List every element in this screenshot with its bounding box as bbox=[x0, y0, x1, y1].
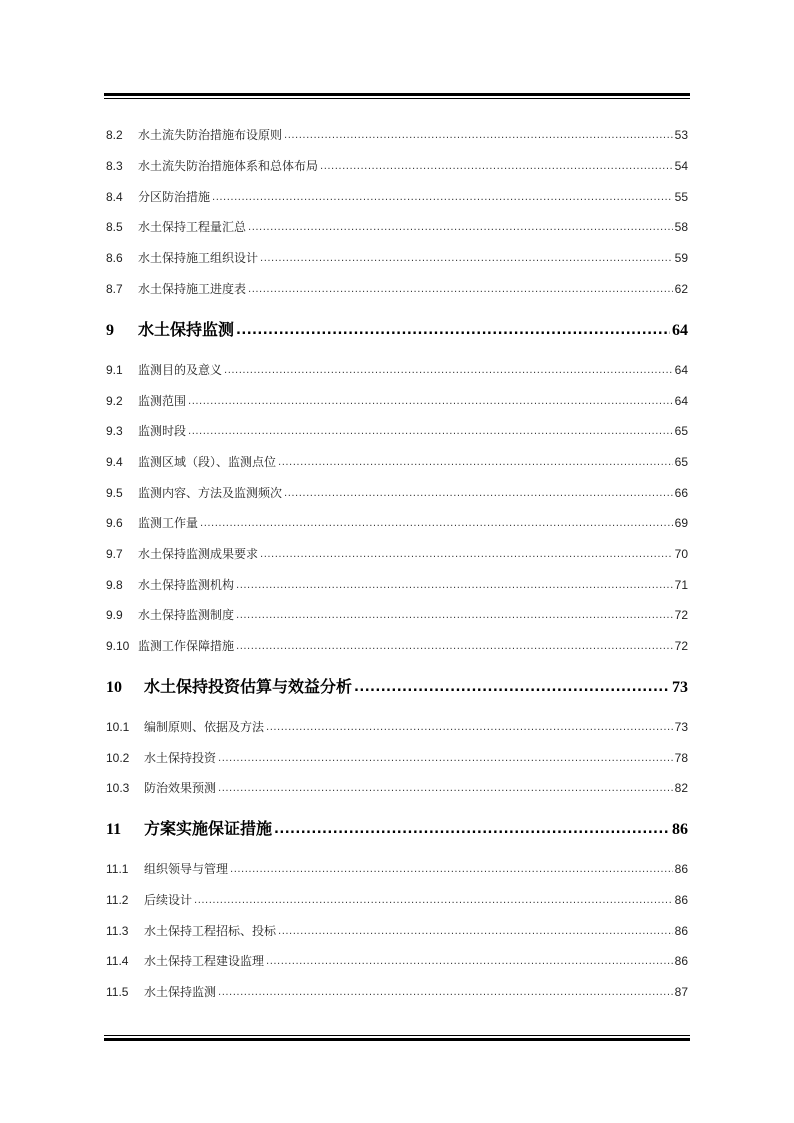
dot-leader bbox=[278, 457, 673, 468]
toc-page-number: 71 bbox=[674, 578, 688, 592]
toc-number: 8.6 bbox=[106, 251, 123, 265]
toc-page-number: 64 bbox=[674, 363, 688, 377]
toc-entry[interactable] bbox=[106, 779, 688, 796]
toc-title: 水土流失防治措施体系和总体布局 bbox=[138, 159, 319, 173]
toc-title: 水土流失防治措施布设原则 bbox=[138, 128, 283, 142]
toc-number: 9.4 bbox=[106, 455, 123, 469]
toc-page-number: 64 bbox=[672, 322, 688, 339]
toc-title: 编制原则、依据及方法 bbox=[144, 720, 265, 734]
toc-page-number: 86 bbox=[674, 924, 688, 938]
toc-number: 8.3 bbox=[106, 159, 123, 173]
toc-entry[interactable] bbox=[106, 545, 688, 562]
dot-leader bbox=[248, 222, 673, 233]
dot-leader bbox=[236, 580, 673, 591]
toc-title: 水土保持监测成果要求 bbox=[138, 547, 259, 561]
toc-number: 11.3 bbox=[106, 924, 129, 938]
toc-entry[interactable] bbox=[106, 952, 688, 969]
toc-entry[interactable] bbox=[106, 718, 688, 735]
toc-page-number: 78 bbox=[674, 751, 688, 765]
toc-entry[interactable] bbox=[106, 891, 688, 908]
toc-number: 11.5 bbox=[106, 985, 129, 999]
dot-leader bbox=[200, 518, 673, 529]
toc-entry[interactable] bbox=[106, 392, 688, 409]
toc-entry[interactable] bbox=[106, 157, 688, 174]
toc-entry[interactable] bbox=[106, 576, 688, 593]
toc-number: 8.4 bbox=[106, 190, 123, 204]
dot-leader bbox=[194, 895, 673, 906]
toc-number: 11.1 bbox=[106, 862, 129, 876]
toc-entry[interactable] bbox=[106, 218, 688, 235]
toc-title: 水土保持工程建设监理 bbox=[144, 954, 265, 968]
toc-entry[interactable] bbox=[106, 361, 688, 378]
dot-leader bbox=[212, 192, 673, 203]
toc-page-number: 66 bbox=[674, 486, 688, 500]
dot-leader bbox=[230, 864, 673, 875]
toc-title: 水土保持监测机构 bbox=[138, 578, 235, 592]
toc-number: 8.7 bbox=[106, 282, 123, 296]
toc-number: 9.2 bbox=[106, 394, 123, 408]
toc-title: 监测区域（段）、监测点位 bbox=[138, 455, 277, 469]
toc-number: 10.1 bbox=[106, 720, 130, 734]
toc-entry[interactable] bbox=[106, 484, 688, 501]
toc-title: 监测时段 bbox=[138, 424, 187, 438]
toc-page-number: 65 bbox=[674, 455, 688, 469]
toc-page-number: 72 bbox=[674, 639, 688, 653]
toc-number: 8.2 bbox=[106, 128, 123, 142]
toc-title: 组织领导与管理 bbox=[144, 862, 229, 876]
toc-chapter-entry[interactable] bbox=[106, 317, 688, 340]
dot-leader bbox=[218, 753, 673, 764]
toc-chapter-entry[interactable] bbox=[106, 674, 688, 697]
toc-page-number: 82 bbox=[674, 781, 688, 795]
dot-leader bbox=[284, 130, 673, 141]
toc-number: 9.10 bbox=[106, 639, 130, 653]
toc-page-number: 64 bbox=[674, 394, 688, 408]
toc-entry[interactable] bbox=[106, 514, 688, 531]
toc-title: 水土保持施工进度表 bbox=[138, 282, 247, 296]
toc-entry[interactable] bbox=[106, 922, 688, 939]
toc-page-number: 73 bbox=[674, 720, 688, 734]
dot-leader bbox=[188, 396, 673, 407]
toc-entry[interactable] bbox=[106, 637, 688, 654]
toc-title: 监测工作量 bbox=[138, 516, 199, 530]
dot-leader bbox=[266, 956, 673, 967]
toc-chapter-number: 10 bbox=[106, 679, 122, 696]
toc-number: 9.8 bbox=[106, 578, 123, 592]
toc-page-number: 69 bbox=[674, 516, 688, 530]
toc-page-number: 72 bbox=[674, 608, 688, 622]
dot-leader bbox=[188, 426, 673, 437]
toc-page-number: 86 bbox=[674, 893, 688, 907]
dot-leader bbox=[320, 161, 673, 172]
toc-title: 防治效果预测 bbox=[144, 781, 217, 795]
dot-leader bbox=[218, 783, 673, 794]
toc-title: 后续设计 bbox=[144, 893, 193, 907]
dot-leader bbox=[224, 365, 673, 376]
toc-entry[interactable] bbox=[106, 280, 688, 297]
toc-entry[interactable] bbox=[106, 860, 688, 877]
toc-title: 分区防治措施 bbox=[138, 190, 211, 204]
toc-number: 9.3 bbox=[106, 424, 123, 438]
toc-page-number: 87 bbox=[674, 985, 688, 999]
toc-number: 9.1 bbox=[106, 363, 123, 377]
toc-chapter-title: 水土保持监测 bbox=[138, 320, 235, 339]
toc-page-number: 86 bbox=[672, 821, 688, 838]
toc-number: 8.5 bbox=[106, 220, 123, 234]
toc-number: 11.4 bbox=[106, 954, 129, 968]
toc-title: 监测内容、方法及监测频次 bbox=[138, 486, 283, 500]
toc-title: 监测范围 bbox=[138, 394, 187, 408]
toc-title: 监测目的及意义 bbox=[138, 363, 223, 377]
toc-page-number: 86 bbox=[674, 954, 688, 968]
toc-page-number: 70 bbox=[674, 547, 688, 561]
toc-page-number: 58 bbox=[674, 220, 688, 234]
toc-page-number: 55 bbox=[674, 190, 688, 204]
toc-page-number: 53 bbox=[674, 128, 688, 142]
toc-number: 9.6 bbox=[106, 516, 123, 530]
toc-chapter-entry[interactable] bbox=[106, 816, 688, 839]
toc-number: 9.5 bbox=[106, 486, 123, 500]
toc-entry[interactable] bbox=[106, 983, 688, 1000]
toc-title: 水土保持工程招标、投标 bbox=[144, 924, 277, 938]
toc-page-number: 65 bbox=[674, 424, 688, 438]
toc-entry[interactable] bbox=[106, 453, 688, 470]
toc-chapter-number: 11 bbox=[106, 821, 122, 838]
toc-chapter-number: 9 bbox=[106, 322, 114, 339]
toc-title: 水土保持监测制度 bbox=[138, 608, 235, 622]
dot-leader bbox=[354, 680, 670, 695]
toc-page-number: 73 bbox=[672, 679, 688, 696]
dot-leader bbox=[266, 722, 673, 733]
toc-entry[interactable] bbox=[106, 249, 688, 266]
toc-page-number: 86 bbox=[674, 862, 688, 876]
toc-chapter-title: 方案实施保证措施 bbox=[144, 819, 273, 838]
toc-number: 10.3 bbox=[106, 781, 130, 795]
toc-title: 水土保持监测 bbox=[144, 985, 217, 999]
dot-leader bbox=[274, 822, 670, 837]
toc-entry[interactable] bbox=[106, 126, 688, 143]
dot-leader bbox=[236, 610, 673, 621]
dot-leader bbox=[218, 987, 673, 998]
toc-chapter-title: 水土保持投资估算与效益分析 bbox=[144, 677, 353, 696]
toc-entry[interactable] bbox=[106, 422, 688, 439]
toc-page-number: 62 bbox=[674, 282, 688, 296]
toc-page-number: 59 bbox=[674, 251, 688, 265]
toc-entry[interactable] bbox=[106, 749, 688, 766]
toc-number: 9.7 bbox=[106, 547, 123, 561]
toc-number: 11.2 bbox=[106, 893, 129, 907]
toc-number: 10.2 bbox=[106, 751, 130, 765]
footer-rule bbox=[104, 1035, 690, 1041]
dot-leader bbox=[236, 323, 670, 338]
toc-title: 水土保持工程量汇总 bbox=[138, 220, 247, 234]
toc-page-number: 54 bbox=[674, 159, 688, 173]
dot-leader bbox=[260, 253, 673, 264]
toc-entry[interactable] bbox=[106, 606, 688, 623]
dot-leader bbox=[260, 549, 673, 560]
toc-entry[interactable] bbox=[106, 188, 688, 205]
toc-title: 水土保持投资 bbox=[144, 751, 217, 765]
dot-leader bbox=[278, 926, 673, 937]
dot-leader bbox=[248, 284, 673, 295]
toc-number: 9.9 bbox=[106, 608, 123, 622]
toc-title: 监测工作保障措施 bbox=[138, 639, 235, 653]
dot-leader bbox=[284, 488, 673, 499]
toc-title: 水土保持施工组织设计 bbox=[138, 251, 259, 265]
dot-leader bbox=[236, 641, 673, 652]
